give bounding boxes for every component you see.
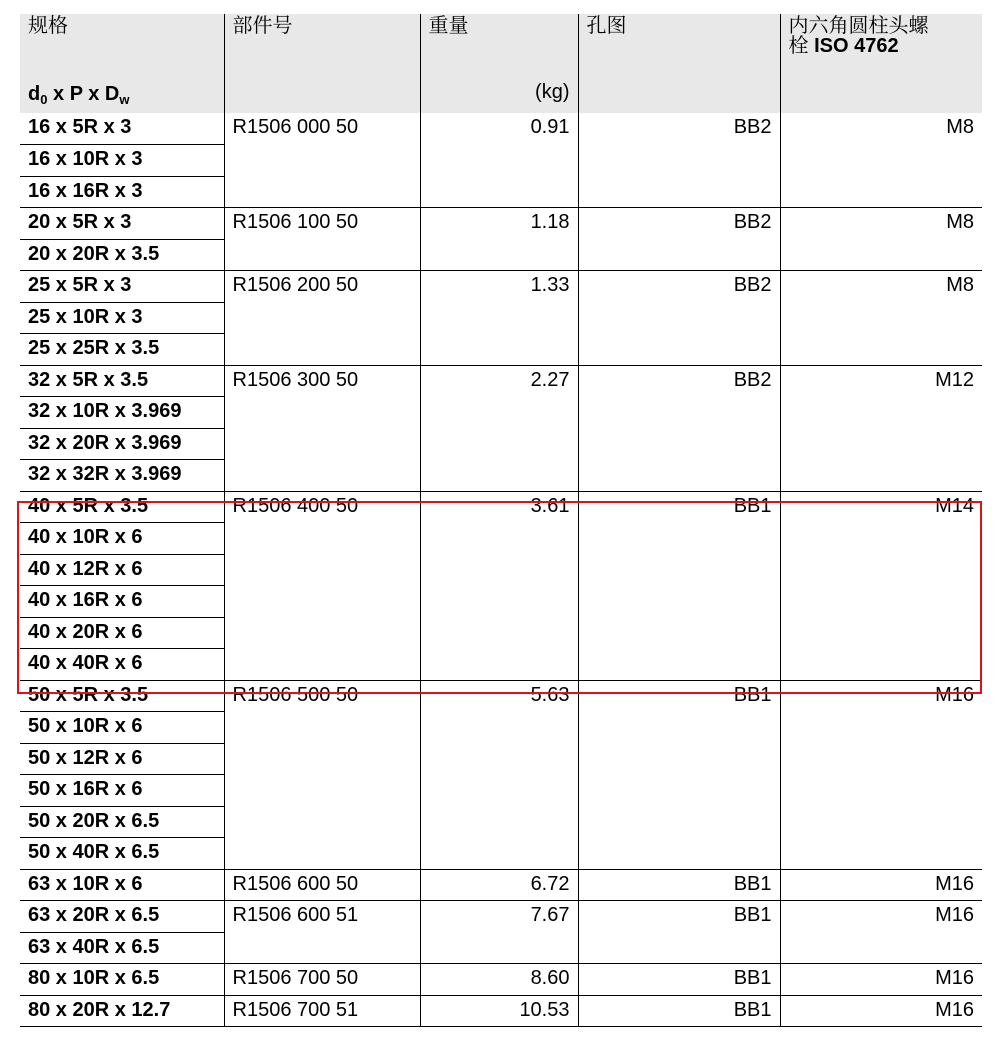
weight-cell: 10.53 xyxy=(420,995,578,1027)
weight-cell: 2.27 xyxy=(420,365,578,491)
header-spec xyxy=(20,14,224,113)
table-row xyxy=(20,113,982,145)
table-row xyxy=(20,271,982,303)
spec-cell: 40 x 40R x 6 xyxy=(20,649,224,681)
spec-cell: 50 x 40R x 6.5 xyxy=(20,838,224,870)
part-number-cell: R1506 400 50 xyxy=(224,491,420,680)
spec-cell: 40 x 12R x 6 xyxy=(20,554,224,586)
spec-cell: 40 x 16R x 6 xyxy=(20,586,224,618)
part-number-cell: R1506 000 50 xyxy=(224,113,420,208)
bolt-cell: M16 xyxy=(780,901,982,964)
part-number-cell: R1506 600 50 xyxy=(224,869,420,901)
hole-pattern-cell: BB1 xyxy=(578,491,780,680)
spec-cell: 50 x 10R x 6 xyxy=(20,712,224,744)
bolt-cell: M16 xyxy=(780,680,982,869)
bolt-cell: M8 xyxy=(780,208,982,271)
header-bolt: 内六角圆柱头螺 栓 ISO 4762 xyxy=(780,14,982,113)
table-row xyxy=(20,995,982,1027)
part-number-cell: R1506 700 50 xyxy=(224,964,420,996)
spec-cell: 63 x 10R x 6 xyxy=(20,869,224,901)
spec-cell: 25 x 10R x 3 xyxy=(20,302,224,334)
bolt-cell: M8 xyxy=(780,113,982,208)
spec-cell: 32 x 20R x 3.969 xyxy=(20,428,224,460)
spec-cell: 32 x 10R x 3.969 xyxy=(20,397,224,429)
table-row xyxy=(20,964,982,996)
spec-cell: 32 x 32R x 3.969 xyxy=(20,460,224,492)
weight-cell: 5.63 xyxy=(420,680,578,869)
hole-pattern-cell: BB1 xyxy=(578,869,780,901)
header-row xyxy=(20,14,982,113)
part-number-cell: R1506 500 50 xyxy=(224,680,420,869)
part-number-cell: R1506 300 50 xyxy=(224,365,420,491)
header-weight xyxy=(420,14,578,113)
weight-cell: 8.60 xyxy=(420,964,578,996)
table-row xyxy=(20,901,982,933)
spec-cell: 25 x 25R x 3.5 xyxy=(20,334,224,366)
part-number-cell: R1506 700 51 xyxy=(224,995,420,1027)
weight-cell: 3.61 xyxy=(420,491,578,680)
spec-cell: 80 x 20R x 12.7 xyxy=(20,995,224,1027)
spec-cell: 40 x 20R x 6 xyxy=(20,617,224,649)
spec-cell: 50 x 12R x 6 xyxy=(20,743,224,775)
spec-cell: 20 x 5R x 3 xyxy=(20,208,224,240)
header-spec-formula: $d_0$ x P x $D_w$ xyxy=(28,83,130,107)
bolt-cell: M14 xyxy=(780,491,982,680)
spec-cell: 32 x 5R x 3.5 xyxy=(20,365,224,397)
spec-cell: 40 x 5R x 3.5 xyxy=(20,491,224,523)
spec-table xyxy=(20,14,982,1027)
hole-pattern-cell: BB2 xyxy=(578,365,780,491)
spec-cell: 80 x 10R x 6.5 xyxy=(20,964,224,996)
spec-cell: 40 x 10R x 6 xyxy=(20,523,224,555)
spec-cell: 16 x 10R x 3 xyxy=(20,145,224,177)
bolt-cell: M8 xyxy=(780,271,982,366)
table-body xyxy=(20,113,982,1027)
bolt-cell: M16 xyxy=(780,995,982,1027)
spec-cell: 25 x 5R x 3 xyxy=(20,271,224,303)
spec-cell: 50 x 5R x 3.5 xyxy=(20,680,224,712)
hole-pattern-cell: BB2 xyxy=(578,208,780,271)
table-row xyxy=(20,365,982,397)
spec-cell: 50 x 20R x 6.5 xyxy=(20,806,224,838)
weight-cell: 0.91 xyxy=(420,113,578,208)
header-part-no: 部件号 xyxy=(224,14,420,113)
weight-cell: 6.72 xyxy=(420,869,578,901)
hole-pattern-cell: BB2 xyxy=(578,113,780,208)
part-number-cell: R1506 600 51 xyxy=(224,901,420,964)
hole-pattern-cell: BB1 xyxy=(578,901,780,964)
spec-cell: 50 x 16R x 6 xyxy=(20,775,224,807)
header-spec-title: 规格 xyxy=(28,15,68,37)
table-row xyxy=(20,208,982,240)
spec-cell: 16 x 16R x 3 xyxy=(20,176,224,208)
spec-cell: 63 x 20R x 6.5 xyxy=(20,901,224,933)
header-weight-title: 重量 xyxy=(428,15,469,37)
hole-pattern-cell: BB1 xyxy=(578,964,780,996)
weight-cell: 1.18 xyxy=(420,208,578,271)
table-row xyxy=(20,869,982,901)
weight-cell: 7.67 xyxy=(420,901,578,964)
part-number-cell: R1506 200 50 xyxy=(224,271,420,366)
table-row xyxy=(20,491,982,523)
header-hole-pattern: 孔图 xyxy=(578,14,780,113)
bolt-cell: M12 xyxy=(780,365,982,491)
hole-pattern-cell: BB2 xyxy=(578,271,780,366)
bolt-cell: M16 xyxy=(780,964,982,996)
hole-pattern-cell: BB1 xyxy=(578,680,780,869)
part-number-cell: R1506 100 50 xyxy=(224,208,420,271)
spec-cell: 16 x 5R x 3 xyxy=(20,113,224,145)
spec-cell: 20 x 20R x 3.5 xyxy=(20,239,224,271)
table-row xyxy=(20,680,982,712)
spec-cell: 63 x 40R x 6.5 xyxy=(20,932,224,964)
bolt-cell: M16 xyxy=(780,869,982,901)
hole-pattern-cell: BB1 xyxy=(578,995,780,1027)
header-weight-unit: (kg) xyxy=(535,81,570,103)
weight-cell: 1.33 xyxy=(420,271,578,366)
